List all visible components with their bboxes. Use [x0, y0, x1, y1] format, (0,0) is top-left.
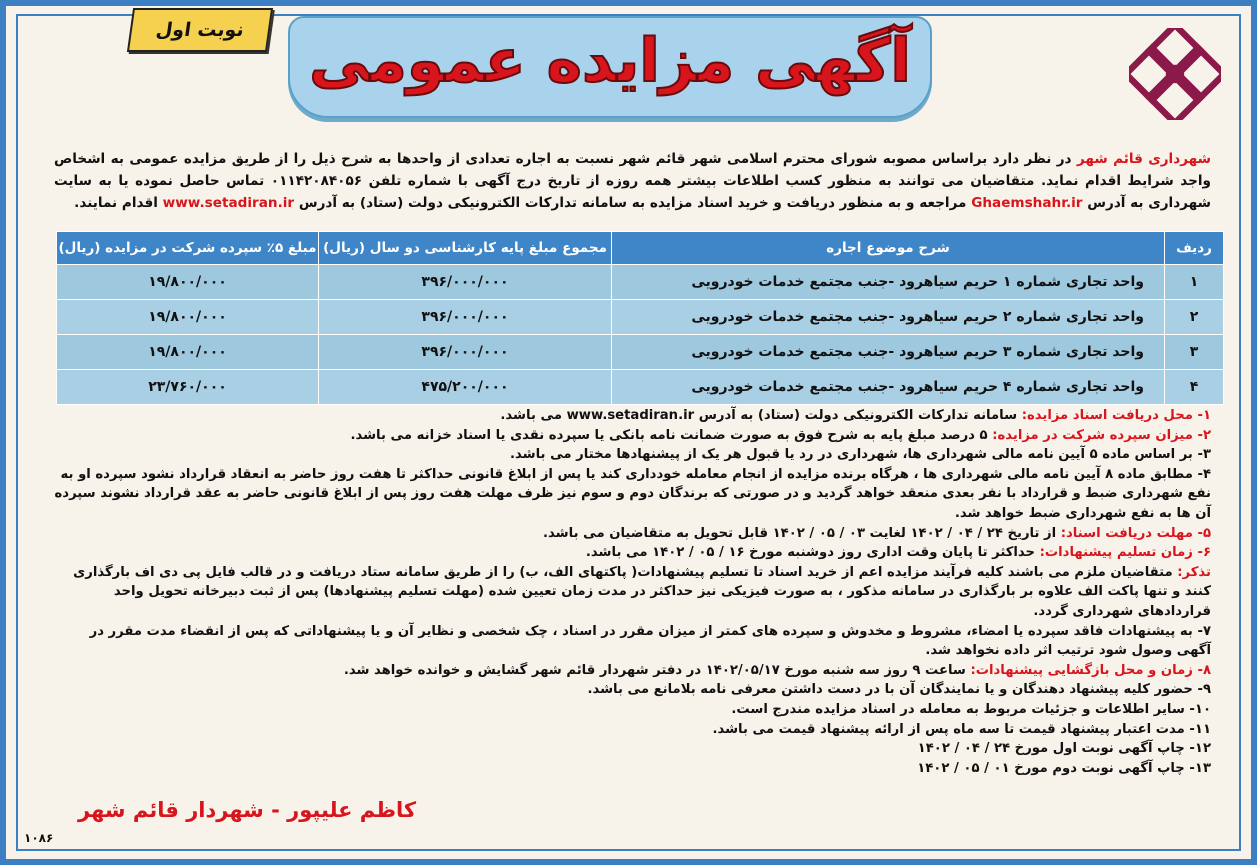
list-item [54, 759, 1211, 779]
row-deposit: ۱۹/۸۰۰/۰۰۰ [57, 300, 319, 335]
item-text: حداکثر تا پایان وقت اداری روز دوشنبه مورخ ۱۶ / ۰۵ / ۱۴۰۲ می باشد. [585, 545, 1036, 561]
list-item [54, 622, 1211, 661]
list-item [54, 680, 1211, 700]
signature: کاظم علیپور - شهردار قائم شهر [78, 798, 417, 822]
row-base-price: ۴۷۵/۲۰۰/۰۰۰ [319, 370, 612, 405]
row-base-price: ۳۹۶/۰۰۰/۰۰۰ [319, 300, 612, 335]
intro-text-3: اقدام نمایند. [74, 195, 158, 211]
row-base-price: ۳۹۶/۰۰۰/۰۰۰ [319, 335, 612, 370]
list-item [54, 720, 1211, 740]
item-text: از تاریخ ۲۴ / ۰۴ / ۱۴۰۲ لغایت ۰۳ / ۰۵ / ۱۴۰۲ قابل تحویل به متقاضیان می باشد. [543, 525, 1057, 541]
item-text: ۱۱- مدت اعتبار پیشنهاد قیمت تا سه ماه پس از ارائه پیشنهاد قیمت می باشد. [712, 721, 1211, 737]
col-header-base-price: مجموع مبلغ پایه کارشناسی دو سال (ریال) [319, 232, 612, 265]
item-text: سامانه تدارکات الکترونیکی دولت (ستاد) به آدرس www.setadiran.ir می باشد. [500, 408, 1018, 423]
row-deposit: ۱۹/۸۰۰/۰۰۰ [57, 265, 319, 300]
list-item [54, 543, 1211, 563]
row-description: واحد تجاری شماره ۴ حریم سیاهرود -جنب مجتمع خدمات خودرویی [612, 370, 1165, 405]
website-link[interactable]: Ghaemshahr.ir [971, 195, 1083, 211]
item-text: ۹- حضور کلیه پیشنهاد دهندگان و یا نمایندگان آن با در دست داشتن معرفی نامه بلامانع می باشد. [587, 682, 1211, 698]
table-row [57, 370, 1224, 405]
table-row [57, 265, 1224, 300]
row-description: واحد تجاری شماره ۳ حریم سیاهرود -جنب مجتمع خدمات خودرویی [612, 335, 1165, 370]
col-header-description: شرح موضوع اجاره [612, 232, 1165, 265]
item-text: متقاضیان ملزم می باشند کلیه فرآیند مزایده اعم از خرید اسناد تا تسلیم پیشنهادات( پاکتهای الف، ب) را از طریق سامانه ستاد دریافت و در قالب فایل پی دی اف بارگذاری کنند و تنها پاکت الف علاوه بر بارگذاری در سامانه مذکور ، به صورت فیزیکی نیز حداکثر در مدت زمان تعیین شده (مهلت تسلیم پیشنهادها) پس از ثبت دبیرخانه تحویل واحد قراردادهای شهرداری گردد. [73, 564, 1211, 619]
edition-badge: نوبت اول [127, 8, 273, 52]
item-text: ۱۳- چاپ آگهی نوبت دوم مورخ ۰۱ / ۰۵ / ۱۴۰۲ [917, 760, 1211, 776]
item-label: ۸- زمان و محل بازگشایی پیشنهادات: [970, 662, 1211, 678]
intro-text-2: مراجعه و به منظور دریافت و خرید اسناد مزایده به سامانه تدارکات الکترونیکی دولت (ستاد) به آدرس [298, 195, 967, 211]
table-header-row [57, 232, 1224, 265]
item-text: ۴- مطابق ماده ۸ آیین نامه مالی شهرداری ها ، هرگاه برنده مزایده از انجام معامله خودداری کند یا پس از ابلاغ قانونی حداکثر تا هفت روز حاضر به انعقاد قرارداد نشود سپرده او به نفع شهرداری ضبط و قرارداد با نفر بعدی منعقد خواهد گردید و در صورتی که برندگان دوم و سوم نیز ظرف مهلت هفت روز پس از ابلاغ قانونی حاضر به عقد قرارداد نشوند سپرده آن ها به نفع شهرداری ضبط خواهد شد. [54, 466, 1211, 521]
conditions-list [54, 406, 1211, 778]
table-row [57, 335, 1224, 370]
auction-table [56, 231, 1224, 405]
page-title: آگهی مزایده عمومی [309, 26, 911, 96]
list-item [54, 739, 1211, 759]
row-number: ۴ [1165, 370, 1224, 405]
col-header-row-number: ردیف [1165, 232, 1224, 265]
list-item [54, 700, 1211, 720]
item-label: ۶- زمان تسلیم پیشنهادات: [1039, 545, 1211, 561]
item-text: ۷- به پیشنهادات فاقد سپرده یا امضاء، مشروط و مخدوش و سپرده های کمتر از میزان مقرر در اسناد ، چک شخصی و نظایر آن و یا پیشنهاداتی که پس از انقضاء مدت مقرر در آگهی وصول شود ترتیب اثر داده نخواهد شد. [89, 623, 1211, 659]
row-description: واحد تجاری شماره ۲ حریم سیاهرود -جنب مجتمع خدمات خودرویی [612, 300, 1165, 335]
setad-link[interactable]: www.setadiran.ir [162, 195, 295, 211]
intro-paragraph [54, 148, 1211, 214]
item-text: ۱۰- سایر اطلاعات و جزئیات مربوط به معامله در اسناد مزایده مندرج است. [731, 701, 1211, 717]
list-item [54, 426, 1211, 446]
row-number: ۲ [1165, 300, 1224, 335]
item-label: تذکر: [1177, 564, 1211, 580]
list-item [54, 406, 1211, 426]
page-number: ۱۰۸۶ [24, 831, 54, 845]
municipality-logo-icon [1129, 28, 1221, 120]
col-header-deposit: مبلغ ۵٪ سپرده شرکت در مزایده (ریال) [57, 232, 319, 265]
row-number: ۱ [1165, 265, 1224, 300]
row-description: واحد تجاری شماره ۱ حریم سیاهرود -جنب مجتمع خدمات خودرویی [612, 265, 1165, 300]
row-number: ۳ [1165, 335, 1224, 370]
list-item [54, 445, 1211, 465]
list-item [54, 465, 1211, 524]
row-deposit: ۲۳/۷۶۰/۰۰۰ [57, 370, 319, 405]
item-text: ساعت ۹ روز سه شنبه مورخ ۱۴۰۲/۰۵/۱۷ در دفتر شهردار قائم شهر گشایش و خوانده خواهد شد. [343, 662, 966, 678]
title-banner [288, 16, 932, 118]
list-item [54, 524, 1211, 544]
list-item [54, 563, 1211, 622]
intro-text-1: در نظر دارد براساس مصوبه شورای محترم اسلامی شهر قائم شهر نسبت به اجاره تعدادی از واحدها به شرح ذیل را از طریق مزایده عمومی به اشخاص واجد شرایط اقدام نماید. متقاضیان می توانند به منظور کسب اطلاعات بیشتر همه روزه از تاریخ درج آگهی با شماره تلفن ۰۱۱۴۲۰۸۴۰۵۶ تماس حاصل نموده یا به سایت شهرداری به آدرس [54, 151, 1211, 211]
row-deposit: ۱۹/۸۰۰/۰۰۰ [57, 335, 319, 370]
org-name: شهرداری قائم شهر [1076, 151, 1211, 167]
list-item [54, 661, 1211, 681]
item-text: ۳- بر اساس ماده ۵ آیین نامه مالی شهرداری ها، شهرداری در رد یا قبول هر یک از پیشنهادها مختار می باشد. [509, 447, 1211, 463]
item-text: ۱۲- چاپ آگهی نوبت اول مورخ ۲۴ / ۰۴ / ۱۴۰۲ [917, 741, 1211, 757]
row-base-price: ۳۹۶/۰۰۰/۰۰۰ [319, 265, 612, 300]
item-text: ۵ درصد مبلغ پایه به شرح فوق به صورت ضمانت نامه بانکی یا سپرده نقدی یا اسناد خزانه می باشد. [350, 427, 988, 443]
item-label: ۱- محل دریافت اسناد مزایده: [1021, 408, 1211, 423]
item-label: ۲- میزان سپرده شرکت در مزایده: [992, 427, 1211, 443]
table-row [57, 300, 1224, 335]
item-label: ۵- مهلت دریافت اسناد: [1060, 525, 1211, 541]
